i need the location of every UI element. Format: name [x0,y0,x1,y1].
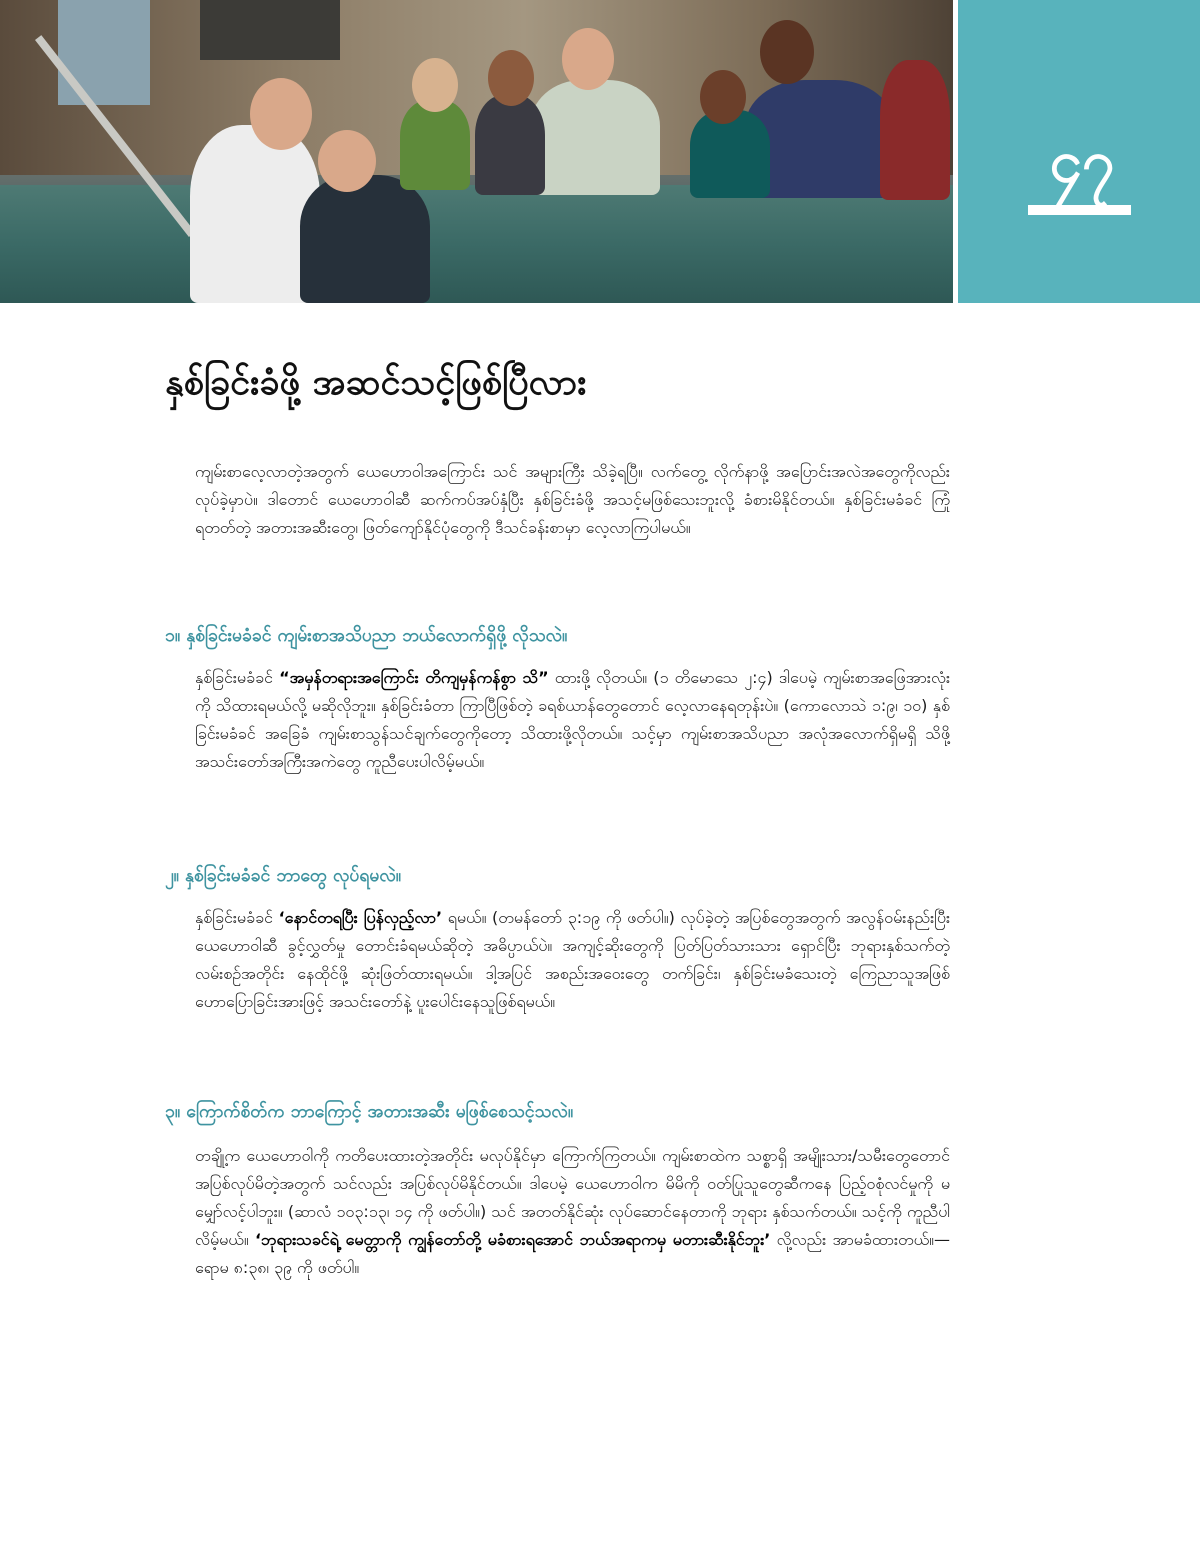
answer-paragraph-1 [195,664,950,776]
photo-person [880,60,950,200]
answer-text: ရမယ်။ (တမန်တော် ၃:၁၉ ကို ဖတ်ပါ။) လုပ်ခဲ့တဲ့ အပြစ်တွေအတွက် အလွန်ဝမ်းနည်းပြီး ယေဟောဝါဆီ ခွင့်လွှတ်မှု တောင်းခံရမယ်ဆိုတဲ့ အဓိပ္ပာယ်ပဲ။ အကျင့်ဆိုးတွေကို ပြတ်ပြတ်သားသား ရှောင်ပြီး ဘုရားနှစ်သက်တဲ့ လမ်းစဉ်အတိုင်း နေထိုင်ဖို့ ဆုံးဖြတ်ထားရမယ်။ ဒါ့အပြင် အစည်းအဝေးတွေ တက်ခြင်း၊ နှစ်ခြင်းမခံသေးတဲ့ ကြေညာသူအဖြစ် ဟောပြောခြင်းအားဖြင့် အသင်းတော်နဲ့ ပူးပေါင်းနေသူဖြစ်ရမယ်။ [195,908,951,1011]
lesson-number: ၄၇ [1049,127,1115,195]
answer-text: နှစ်ခြင်းမခံခင် [195,908,279,927]
question-heading-2: ၂။ နှစ်ခြင်းမခံခင် ဘာတွေ လုပ်ရမလဲ။ [165,866,402,886]
photo-person [400,100,470,190]
answer-text: ထားဖို့ လိုတယ်။ (၁ တိမောသေ ၂:၄) ဒါပေမဲ့ ကျမ်းစာအဖြေအားလုံးကို သိထားရမယ်လို့ မဆိုလိုဘူး။ နှစ်ခြင်းခံတာ ကြာပြီဖြစ်တဲ့ ခရစ်ယာန်တွေတောင် လေ့လာနေရတုန်းပဲ။ (ကောလောသဲ ၁:၉၊ ၁၀) နှစ်ခြင်းမခံခင် အခြေခံ ကျမ်းစာသွန်သင်ချက်တွေကိုတော့ သိထားဖို့လိုတယ်။ သင့်မှာ ကျမ်းစာအသိပညာ အလုံအလောက်ရှိမရှိ သိဖို့ အသင်းတော်အကြီးအကဲတွေ ကူညီပေးပါလိမ့်မယ်။ [195,668,951,771]
photo-person-head [318,130,376,192]
header-photo [0,0,953,303]
answer-emphasis: ‘နောင်တရပြီး ပြန်လှည့်လာ’ [278,908,443,927]
lesson-number-underline [1028,205,1131,215]
photo-person-head [488,50,534,106]
photo-screen [58,0,150,105]
answer-paragraph-2 [195,904,950,1016]
answer-emphasis: “အမှန်တရားအကြောင်း တိကျမှန်ကန်စွာ သိ” [279,668,549,687]
photo-person-head [700,70,746,124]
page-title: နှစ်ခြင်းခံဖို့ အဆင်သင့်ဖြစ်ပြီလား [165,362,587,403]
photo-screen [200,0,340,60]
photo-person-head [562,28,614,90]
answer-text: တချို့က ယေဟောဝါကို ကတိပေးထားတဲ့အတိုင်း မလုပ်နိုင်မှာ ကြောက်ကြတယ်။ ကျမ်းစာထဲက သစ္စာရှိ အမျိုးသား/သမီးတွေတောင် အပြစ်လုပ်မိတဲ့အတွက် သင်လည်း အပြစ်လုပ်မိနိုင်တယ်။ ဒါပေမဲ့ ယေဟောဝါက မိမိကို ဝတ်ပြုသူတွေဆီကနေ ပြည့်ဝစုံလင်မှုကို မမျှော်လင့်ပါဘူး။ (ဆာလံ ၁၀၃:၁၃၊ ၁၄ ကို ဖတ်ပါ။) သင် အတတ်နိုင်ဆုံး လုပ်ဆောင်နေတာကို ဘုရား နှစ်သက်တယ်။ သင့်ကို ကူညီပါလိမ့်မယ်။ [195,1146,950,1249]
baptism-pool [0,185,953,303]
photo-person-head [412,58,458,112]
intro-paragraph: ကျမ်းစာလေ့လာတဲ့အတွက် ယေဟောဝါအကြောင်း သင် အများကြီး သိခဲ့ရပြီ။ လက်တွေ့ လိုက်နာဖို့ အပြောင်းအလဲအတွေကိုလည်း လုပ်ခဲ့မှာပဲ။ ဒါတောင် ယေဟောဝါဆီ ဆက်ကပ်အပ်နှံပြီး နှစ်ခြင်းခံဖို့ အသင့်မဖြစ်သေးဘူးလို့ ခံစားမိနိုင်တယ်။ နှစ်ခြင်းမခံခင် ကြုံရတတ်တဲ့ အတားအဆီးတွေ၊ ဖြတ်ကျော်နိုင်ပုံတွေကို ဒီသင်ခန်းစာမှာ လေ့လာကြပါမယ်။ [195,462,950,537]
answer-text: နှစ်ခြင်းမခံခင် [195,668,280,687]
photo-person [300,175,430,303]
question-heading-3: ၃။ ကြောက်စိတ်က ဘာကြောင့် အတားအဆီး မဖြစ်စေသင့်သလဲ။ [165,1102,574,1122]
answer-text: လို့လည်း အာမခံထားတယ်။—ရောမ ၈:၃၈၊ ၃၉ ကို ဖတ်ပါ။ [195,1230,950,1277]
photo-person [690,110,770,198]
photo-person [530,80,660,195]
photo-person-head [250,78,312,150]
question-heading-1: ၁။ နှစ်ခြင်းမခံခင် ကျမ်းစာအသိပညာ ဘယ်လောက်ရှိဖို့ လိုသလဲ။ [165,626,568,646]
answer-paragraph-3 [195,1142,950,1282]
answer-emphasis: ‘ဘုရားသခင်ရဲ့ မေတ္တာကို ကျွန်တော်တို့ မခံစားရအောင် ဘယ်အရာကမှ မတားဆီးနိုင်ဘူး’ [254,1230,771,1249]
photo-person-head [760,20,814,84]
photo-person [475,95,545,195]
